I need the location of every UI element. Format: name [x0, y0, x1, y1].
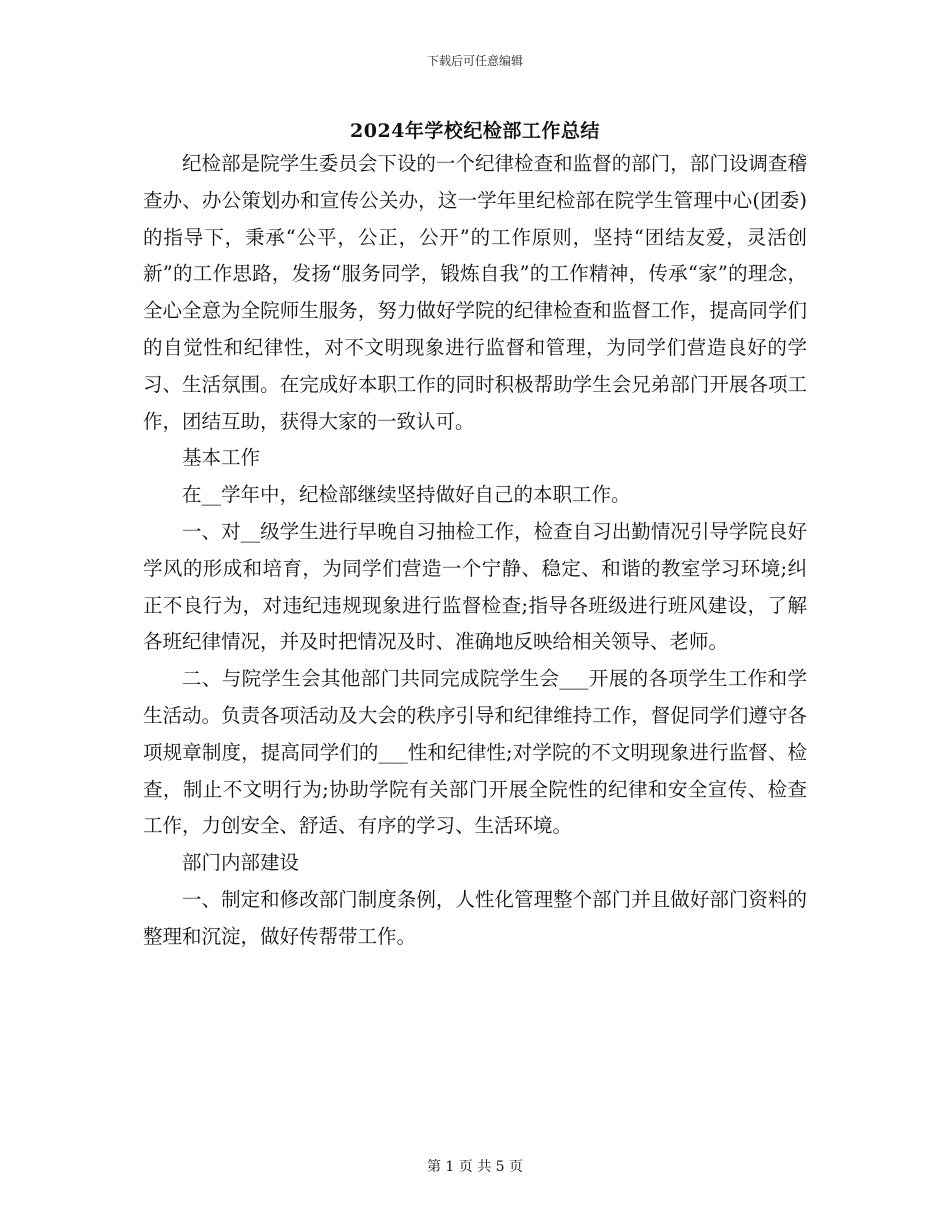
intro-paragraph: 纪检部是院学生委员会下设的一个纪律检查和监督的部门，部门设调查稽查办、办公策划办和宣传公关办，这一学年里纪检部在院学生管理中心(团委)的指导下，秉承“公平，公正，公开”的工作原则，坚持“团结友爱，灵活创新”的工作思路，发扬“服务同学，锻炼自我”的工作精神，传承“家”的理念，全心全意为全院师生服务，努力做好学院的纪律检查和监督工作，提高同学们的自觉性和纪律性，对不文明现象进行监督和管理，为同学们营造良好的学习、生活氛围。在完成好本职工作的同时积极帮助学生会兄弟部门开展各项工作，团结互助，获得大家的一致认可。: [143, 152, 807, 433]
document-body: [143, 146, 807, 956]
section-heading-internal-building: 部门内部建设: [182, 851, 300, 875]
document-title: 2024年学校纪检部工作总结: [350, 120, 600, 142]
basic-work-item-2: 二、与院学生会其他部门共同完成院学生会___开展的各项学生工作和学生活动。负责各项活动及大会的秩序引导和纪律维持工作，督促同学们遵守各项规章制度，提高同学们的___性和纪律性;对学院的不文明现象进行监督、检查，制止不文明行为;协助学院有关部门开展全院性的纪律和安全宣传、检查工作，力创安全、舒适、有序的学习、生活环境。: [143, 667, 807, 838]
page-header-note: 下载后可任意编辑: [426, 54, 523, 68]
page-footer-number: 第 1 页 共 5 页: [426, 1159, 524, 1175]
basic-work-intro-paragraph: 在__学年中，纪检部继续坚持做好自己的本职工作。: [182, 483, 631, 507]
internal-building-item-1: 一、制定和修改部门制度条例，人性化管理整个部门并且做好部门资料的整理和沉淀，做好传帮带工作。: [143, 887, 807, 948]
section-heading-basic-work: 基本工作: [182, 446, 261, 470]
basic-work-item-1: 一、对__级学生进行早晚自习抽检工作，检查自习出勤情况引导学院良好学风的形成和培育，为同学们营造一个宁静、稳定、和谐的教室学习环境;纠正不良行为，对违纪违规现象进行监督检查;指导各班级进行班风建设，了解各班纪律情况，并及时把情况及时、准确地反映给相关领导、老师。: [143, 519, 807, 654]
